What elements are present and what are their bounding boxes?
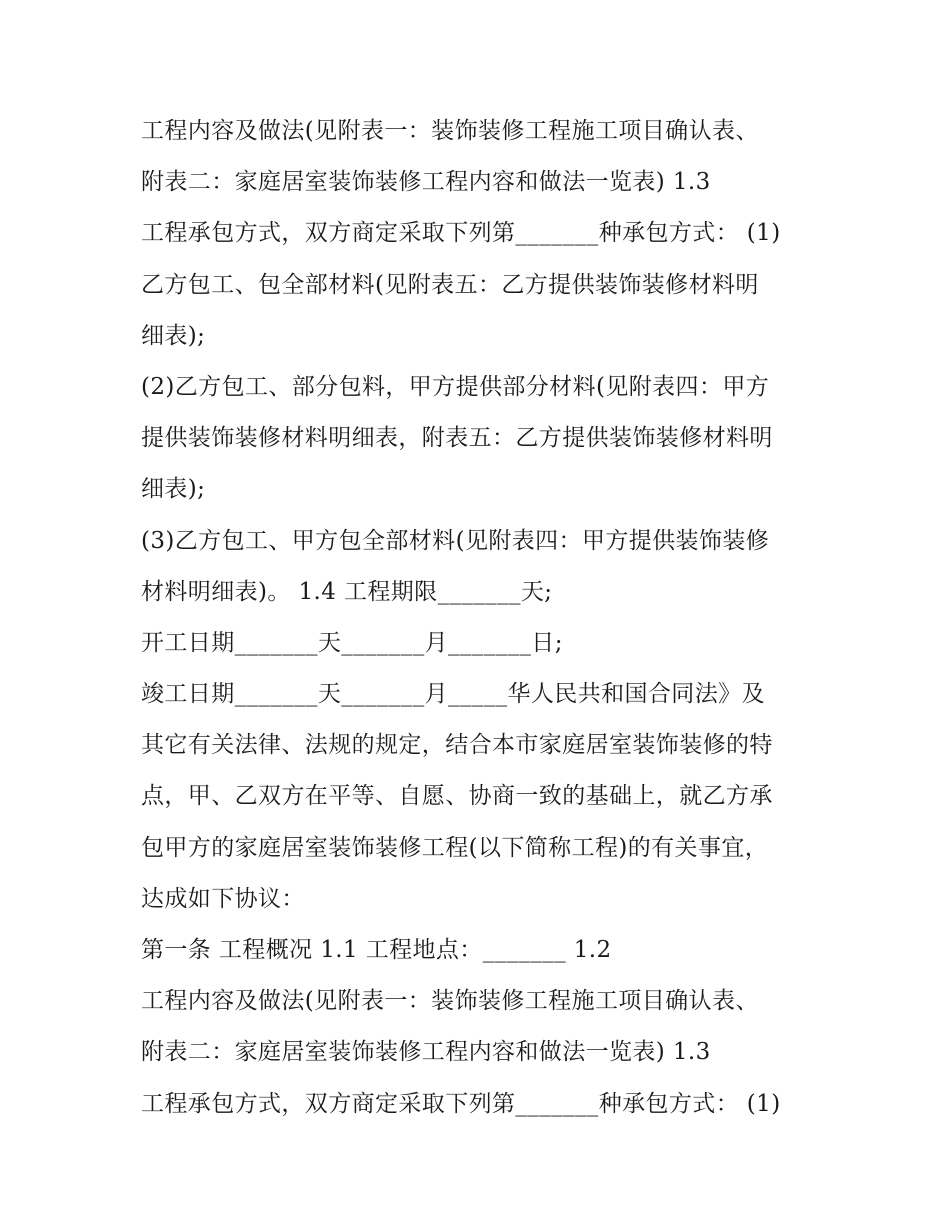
- text-line: 工程内容及做法(见附表一：装饰装修工程施工项目确认表、: [141, 118, 759, 144]
- text-line: 点，甲、乙双方在平等、自愿、协商一致的基础上，就乙方承: [141, 783, 773, 810]
- text-line: 第一条 工程概况 1.1 工程地点：_______ 1.2: [141, 937, 612, 963]
- text-line: 竣工日期_______天_______月_____华人民共和国合同法》及: [141, 681, 765, 708]
- text-line: 乙方包工、包全部材料(见附表五：乙方提供装饰装修材料明: [141, 271, 759, 298]
- text-line: 提供装饰装修材料明细表，附表五：乙方提供装饰装修材料明: [141, 425, 773, 452]
- text-line: 其它有关法律、法规的规定，结合本市家庭居室装饰装修的特: [141, 732, 773, 759]
- text-line: 附表二：家庭居室装饰装修工程内容和做法一览表) 1.3: [141, 1039, 711, 1066]
- text-line: 细表);: [141, 322, 206, 349]
- text-line: 细表);: [141, 476, 206, 503]
- text-line: 工程承包方式，双方商定采取下列第_______种承包方式： (1): [141, 1090, 781, 1117]
- text-line: 工程内容及做法(见附表一：装饰装修工程施工项目确认表、: [141, 988, 759, 1015]
- text-line: 工程承包方式，双方商定采取下列第_______种承包方式： (1): [141, 220, 781, 247]
- text-line: 材料明细表)。 1.4 工程期限_______天;: [141, 578, 553, 605]
- text-line: (3)乙方包工、甲方包全部材料(见附表四：甲方提供装饰装修: [141, 527, 770, 554]
- text-line: 开工日期_______天_______月_______日;: [141, 629, 563, 656]
- text-line: (2)乙方包工、部分包料，甲方提供部分材料(见附表四：甲方: [141, 373, 770, 400]
- document-body: [141, 106, 831, 1130]
- text-line: 包甲方的家庭居室装饰装修工程(以下简称工程)的有关事宜，: [141, 834, 769, 861]
- text-line: 附表二：家庭居室装饰装修工程内容和做法一览表) 1.3: [141, 169, 711, 196]
- text-line: 达成如下协议：: [141, 885, 305, 912]
